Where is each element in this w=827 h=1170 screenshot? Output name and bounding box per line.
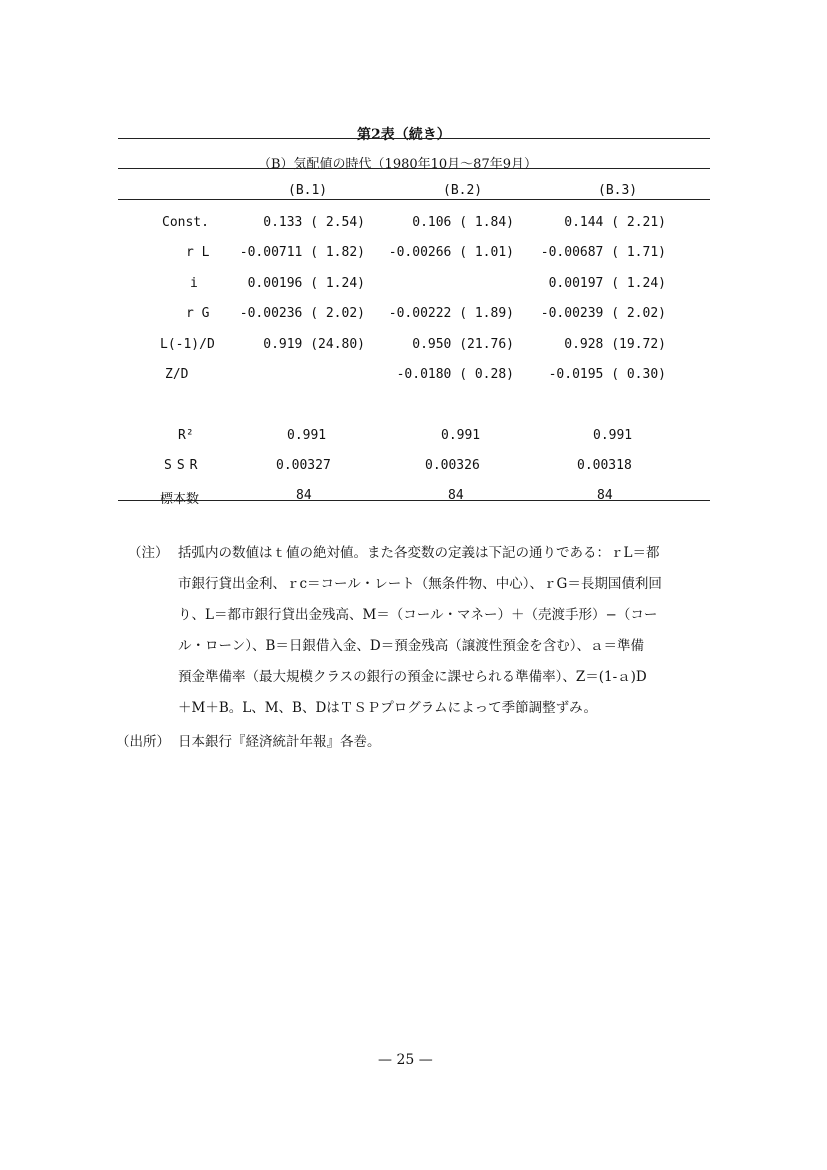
table-cell: 0.950 (21.76) xyxy=(412,337,514,352)
table-cell: 0.106 ( 1.84) xyxy=(412,215,514,230)
source-label: （出所） xyxy=(116,734,170,750)
column-header-b1: (B.1) xyxy=(288,183,328,198)
stat-cell: 0.991 xyxy=(593,428,633,443)
table-subtitle: （B）気配値の時代（1980年10月〜87年9月） xyxy=(258,157,537,172)
table-cell: -0.00711 ( 1.82) xyxy=(239,245,365,260)
row-label-const: Const. xyxy=(162,215,209,230)
source-text: 日本銀行『経済統計年報』各巻。 xyxy=(178,734,381,750)
table-cell: 0.144 ( 2.21) xyxy=(564,215,666,230)
table-cell: 0.00197 ( 1.24) xyxy=(548,276,666,291)
stat-label-sample-size: 標本数 xyxy=(160,492,200,507)
table-cell: -0.00687 ( 1.71) xyxy=(540,245,666,260)
note-line: 括弧内の数値はｔ値の絶対値。また各変数の定義は下記の通りである：ｒL＝都 xyxy=(178,545,660,561)
note-line: ル・ローン）、B＝日銀借入金、D＝預金残高（譲渡性預金を含む）、ａ＝準備 xyxy=(178,638,644,654)
table-cell: -0.00239 ( 2.02) xyxy=(540,306,666,321)
note-label: （注） xyxy=(128,545,169,561)
table-cell: -0.0180 ( 0.28) xyxy=(396,367,514,382)
stat-cell: 0.00326 xyxy=(425,458,480,473)
stat-cell: 0.991 xyxy=(287,428,327,443)
table-cell: 0.00196 ( 1.24) xyxy=(247,276,365,291)
table-cell: -0.00266 ( 1.01) xyxy=(388,245,514,260)
stat-cell: 84 xyxy=(597,488,613,503)
stat-cell: 0.991 xyxy=(441,428,481,443)
stat-cell: 84 xyxy=(448,488,464,503)
row-label-rl: r L xyxy=(186,245,210,260)
note-line: 預金準備率（最大規模クラスの銀行の預金に課せられる準備率）、Z＝(1-ａ)D xyxy=(178,669,647,685)
stat-cell: 0.00318 xyxy=(577,458,632,473)
row-label-rg: r G xyxy=(186,306,210,321)
column-header-b3: (B.3) xyxy=(598,183,638,198)
header-rule xyxy=(118,199,710,200)
row-label-lag-l-over-d: L(-1)/D xyxy=(160,337,215,352)
table-cell: -0.00236 ( 2.02) xyxy=(239,306,365,321)
table-cell: -0.00222 ( 1.89) xyxy=(388,306,514,321)
page-number: — 25 — xyxy=(378,1052,433,1068)
table-cell: 0.919 (24.80) xyxy=(263,337,365,352)
title-rule xyxy=(118,138,710,139)
row-label-i: i xyxy=(190,276,198,291)
table-title: 第2表（続き） xyxy=(357,127,451,143)
note-line: 市銀行貸出金利、ｒc＝コール・レート（無条件物、中心）、ｒG＝長期国債利回 xyxy=(178,576,662,592)
row-label-z-over-d: Z/D xyxy=(165,367,189,382)
table-bottom-rule xyxy=(118,500,710,501)
table-cell: 0.928 (19.72) xyxy=(564,337,666,352)
table-cell: 0.133 ( 2.54) xyxy=(263,215,365,230)
stat-cell: 0.00327 xyxy=(276,458,331,473)
stat-cell: 84 xyxy=(296,488,312,503)
column-header-b2: (B.2) xyxy=(443,183,483,198)
table-cell: -0.0195 ( 0.30) xyxy=(548,367,666,382)
stat-label-ssr: SSR xyxy=(164,458,203,473)
stat-label-r-squared: R² xyxy=(178,428,194,443)
note-line: り、L＝都市銀行貸出金残高、M＝（コール・マネー）＋（売渡手形）−（コー xyxy=(178,607,658,623)
note-line: ＋M＋B。L、M、B、DはＴＳＰプログラムによって季節調整ずみ。 xyxy=(178,700,597,716)
subtitle-rule xyxy=(118,168,710,169)
